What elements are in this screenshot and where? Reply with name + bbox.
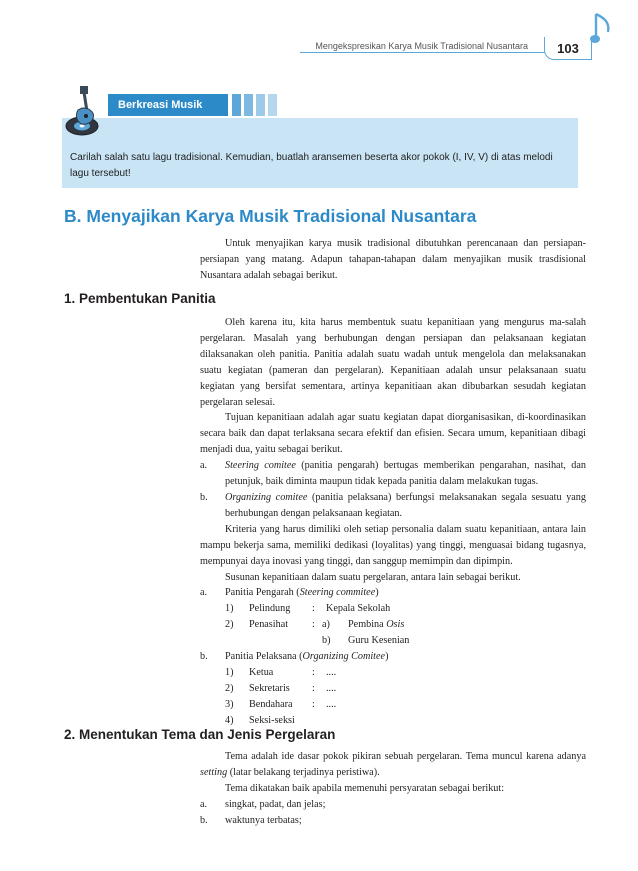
row-number: 3) [225,698,234,710]
row-value: .... [326,698,337,710]
table-row [200,665,586,681]
subsection-heading-2: 2. Menentukan Tema dan Jenis Pergelaran [64,727,336,742]
list-marker: a. [200,798,208,810]
term: Organizing Comitee [302,650,386,662]
music-note-icon [590,12,614,46]
row-separator: : [312,682,315,694]
paragraph: Tujuan kepanitiaan adalah agar suatu kegiatan dapat diorganisasikan, di-koordinasikan secara baik dan dapat terlaksana secara efektif dan efisien. Secara umum, kepanitiaan dibagi menjadi dua, yaitu sebagai berikut. [200,412,586,456]
list-item [200,797,586,813]
row-number: 1) [225,666,234,678]
decor-square [256,94,265,116]
decor-square [268,94,277,116]
row-value-italic: Osis [386,619,405,631]
row-role: Sekretaris [249,682,290,694]
row-value: Guru Kesenian [348,635,410,647]
intro-paragraph: Untuk menyajikan karya musik tradisional dibutuhkan perencanaan dan persiapan-persiapan yang matang. Adapun tahapan-tahapan dalam menyajikan musik trasdisional Nusantara adalah sebagai berikut. [200,238,586,281]
row-separator: : [312,666,315,678]
subsection-1-body [200,315,586,728]
paragraph: Oleh karena itu, kita harus membentuk suatu kepanitiaan yang mengurus ma-salah pergelaran. Masalah yang berhubungan dengan persiapan dan pelaksanaan kegiatan dilaksanakan oleh panitia. Panitia adalah suatu wadah untuk mengelola dan melaksanakan suatu kegiatan (pameran dan pergelaran). Kepanitiaan adalah unsur pelaksanaan suatu kegiatan yang bersifat sementara, artinya kepanitiaan akan dibubarkan sesudah kegiatan pergelaran selesai. [200,317,586,408]
term: Steering comitee [225,460,296,472]
paragraph: Susunan kepanitiaan dalam suatu pergelaran, antara lain sebagai berikut. [225,571,521,583]
table-row [200,681,586,697]
list-text: ) [385,650,389,662]
row-number: 1) [225,603,234,615]
row-number: 2) [225,619,234,631]
list-marker: a. [200,587,208,599]
list-marker: b. [200,491,208,503]
term: Organizing comitee [225,491,308,503]
table-row [200,633,586,649]
list-text: singkat, padat, dan jelas; [225,798,326,810]
text: (latar belakang terjadinya peristiwa). [227,766,380,778]
paragraph: Tema dikatakan baik apabila memenuhi persyaratan sebagai berikut: [225,782,505,794]
list-marker: b. [200,650,208,662]
criteria-list [200,797,586,829]
row-role: Seksi-seksi [249,714,295,726]
activity-instruction: Carilah salah satu lagu tradisional. Kemudian, buatlah aransemen beserta akor pokok (I, IV, V) di atas melodi lagu tersebut! [70,152,553,179]
list-text: waktunya terbatas; [225,814,302,826]
table-row [200,601,586,617]
row-sub-marker: b) [322,635,331,647]
list-item [200,490,586,522]
list-text: (panitia pengarah) bertugas memberikan pengarahan, nasihat, dan petunjuk, baik diminta maupun tidak kepada panitia dalam melakukan tugas. [225,460,586,488]
row-separator: : [312,698,315,710]
running-header-title: Mengekspresikan Karya Musik Tradisional Nusantara [315,41,528,51]
decor-square [232,94,241,116]
row-separator: : [312,619,315,631]
list-marker: a. [200,460,208,472]
activity-box [62,118,578,188]
list-text: (panitia pelaksana) berfungsi melaksanakan segala sesuatu yang berhubungan dengan pelaksanaan kegiatan. [225,491,586,519]
list-item [200,649,586,665]
list-text: Panitia Pengarah ( [225,587,300,599]
subsection-2-body [200,749,586,829]
guitar-disc-icon [64,86,104,138]
row-role: Penasihat [249,619,289,631]
term: setting [200,766,228,778]
activity-tab-label: Berkreasi Musik [108,94,228,116]
row-value: Kepala Sekolah [326,603,391,615]
list-item [200,585,586,601]
page-number: 103 [544,37,592,60]
list-marker: b. [200,814,208,826]
paragraph: Kriteria yang harus dimiliki oleh setiap personalia dalam suatu kepanitiaan, antara lain mampu bekerja sama, memiliki dedikasi (loyalitas) yang tinggi, menguasai bidang tugasnya, mempunyai daya inovasi yang tinggi, dan sanggup memimpin dan dipimpin. [200,523,586,567]
term: Steering commitee [299,587,376,599]
row-role: Pelindung [249,603,291,615]
decor-square [244,94,253,116]
list-text: ) [375,587,379,599]
text: Tema adalah ide dasar pokok pikiran sebuah pergelaran. Tema muncul karena adanya [225,751,586,762]
subsection-heading-1: 1. Pembentukan Panitia [64,291,216,306]
section-intro [200,236,586,284]
row-sub-marker: a) [322,619,330,631]
row-value: .... [326,666,337,678]
committee-b-table [200,665,586,729]
row-number: 4) [225,714,234,726]
row-value: .... [326,682,337,694]
section-heading: B. Menyajikan Karya Musik Tradisional Nusantara [64,206,477,226]
table-row [200,697,586,713]
paragraph [200,749,586,781]
row-value: Pembina Osis [348,619,405,631]
row-role: Ketua [249,666,274,678]
list-item [200,458,586,490]
row-number: 2) [225,682,234,694]
row-separator: : [312,603,315,615]
table-row [200,617,586,633]
list-item [200,813,586,829]
row-role: Bendahara [249,698,293,710]
committee-a-table [200,601,586,649]
list-text: Panitia Pelaksana ( [225,650,303,662]
